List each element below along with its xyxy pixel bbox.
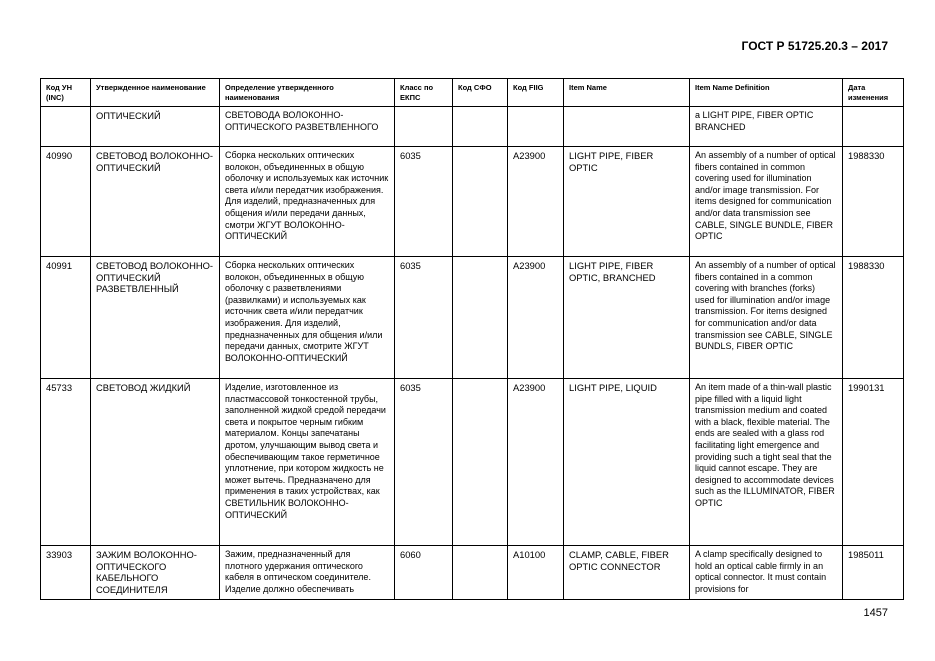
- cell-item-name-definition: An item made of a thin-wall plastic pipe filled with a liquid light transmission medium and coated with a black, flexible material. The ends are sealed with a glass rod facilitating light emergence and providing such a tight seal that the liquid cannot escape. They are designed to accommodate devices such as the ILLUMINATOR, FIBER OPTIC: [690, 379, 843, 546]
- cell-definition: Сборка нескольких оптических волокон, объединенных в общую оболочку и используемых как источник света и/или передатчик изображения. Для изделий, предназначенных для общения и/или передачи данных, смотри ЖГУТ ВОЛОКОННО-ОПТИЧЕСКИЙ: [220, 147, 395, 257]
- col-header-ekps-class: Класс по ЕКПС: [395, 79, 453, 107]
- cell-fiig-code: A23900: [508, 379, 564, 546]
- cell-fiig-code: A23900: [508, 257, 564, 379]
- cell-inc: 33903: [41, 546, 91, 600]
- page-number: 1457: [863, 607, 888, 619]
- cell-approved-name: СВЕТОВОД ВОЛОКОННО-ОПТИЧЕСКИЙ: [91, 147, 220, 257]
- cell-definition: Сборка нескольких оптических волокон, объединенных в общую оболочку с разветвлениями (развилками) и используемых как источник света и/или передатчик изображения. Для изделий, предназначенных для общения и/или передачи данных, смотрите ЖГУТ ВОЛОКОННО-ОПТИЧЕСКИЙ: [220, 257, 395, 379]
- cell-item-name-definition: A clamp specifically designed to hold an optical cable firmly in an optical connector. It must contain provisions for: [690, 546, 843, 600]
- col-header-change-date: Дата изменения: [843, 79, 904, 107]
- cell-inc: [41, 107, 91, 147]
- cell-sfo-code: [453, 257, 508, 379]
- table-row: [41, 379, 904, 546]
- cell-approved-name: ОПТИЧЕСКИЙ: [91, 107, 220, 147]
- cell-item-name: LIGHT PIPE, LIQUID: [564, 379, 690, 546]
- cell-change-date: [843, 107, 904, 147]
- col-header-inc: Код УН (INC): [41, 79, 91, 107]
- col-header-sfo-code: Код СФО: [453, 79, 508, 107]
- cell-item-name: LIGHT PIPE, FIBER OPTIC, BRANCHED: [564, 257, 690, 379]
- cell-item-name: CLAMP, CABLE, FIBER OPTIC CONNECTOR: [564, 546, 690, 600]
- cell-ekps-class: 6060: [395, 546, 453, 600]
- cell-item-name-definition: a LIGHT PIPE, FIBER OPTIC BRANCHED: [690, 107, 843, 147]
- cell-definition: Изделие, изготовленное из пластмассовой тонкостенной трубы, заполненной жидкой средой передачи света и покрытое черным гибким материалом. Концы запечатаны дротом, улучшающим вывод света и обеспечивающим такое герметичное уплотнение, при котором жидкость не может вытечь. Предназначено для применения в таких устройствах, как СВЕТИЛЬНИК ВОЛОКОННО-ОПТИЧЕСКИЙ: [220, 379, 395, 546]
- cell-inc: 45733: [41, 379, 91, 546]
- cell-sfo-code: [453, 107, 508, 147]
- document-header: ГОСТ Р 51725.20.3 – 2017: [741, 39, 888, 53]
- table-row: [41, 107, 904, 147]
- table-header-row: [41, 79, 904, 107]
- table-row: [41, 147, 904, 257]
- cell-inc: 40990: [41, 147, 91, 257]
- cell-sfo-code: [453, 147, 508, 257]
- cell-item-name-definition: An assembly of a number of optical fibers contained in a common covering with branches (forks) used for illumination and/or image transmission. For items designed for communication and/or data transmission see CABLE, SINGLE BUNDLS, FIBER OPTIC: [690, 257, 843, 379]
- table-row: [41, 546, 904, 600]
- col-header-definition: Определение утвержденного наименования: [220, 79, 395, 107]
- cell-item-name: LIGHT PIPE, FIBER OPTIC: [564, 147, 690, 257]
- cell-sfo-code: [453, 379, 508, 546]
- cell-ekps-class: 6035: [395, 147, 453, 257]
- cell-fiig-code: A10100: [508, 546, 564, 600]
- cell-approved-name: СВЕТОВОД ВОЛОКОННО-ОПТИЧЕСКИЙ РАЗВЕТВЛЕННЫЙ: [91, 257, 220, 379]
- cell-ekps-class: 6035: [395, 379, 453, 546]
- cell-change-date: 1988330: [843, 147, 904, 257]
- col-header-item-name-definition: Item Name Definition: [690, 79, 843, 107]
- cell-approved-name: СВЕТОВОД ЖИДКИЙ: [91, 379, 220, 546]
- cell-fiig-code: A23900: [508, 147, 564, 257]
- cell-change-date: 1990131: [843, 379, 904, 546]
- catalog-table: [40, 78, 904, 600]
- cell-change-date: 1988330: [843, 257, 904, 379]
- col-header-approved-name: Утвержденное наименование: [91, 79, 220, 107]
- cell-fiig-code: [508, 107, 564, 147]
- cell-ekps-class: [395, 107, 453, 147]
- col-header-fiig-code: Код FIIG: [508, 79, 564, 107]
- cell-item-name-definition: An assembly of a number of optical fibers contained in common covering used for illumination and/or image transmission. For items designed for communication and/or data transmission see CABLE, SINGLE BUNDLE, FIBER OPTIC: [690, 147, 843, 257]
- cell-definition: Зажим, предназначенный для плотного удержания оптического кабеля в оптическом соединителе. Изделие должно обеспечивать: [220, 546, 395, 600]
- table-row: [41, 257, 904, 379]
- col-header-item-name: Item Name: [564, 79, 690, 107]
- cell-ekps-class: 6035: [395, 257, 453, 379]
- cell-item-name: [564, 107, 690, 147]
- cell-definition: СВЕТОВОДА ВОЛОКОННО-ОПТИЧЕСКОГО РАЗВЕТВЛЕННОГО: [220, 107, 395, 147]
- cell-sfo-code: [453, 546, 508, 600]
- cell-approved-name: ЗАЖИМ ВОЛОКОННО-ОПТИЧЕСКОГО КАБЕЛЬНОГО СОЕДИНИТЕЛЯ: [91, 546, 220, 600]
- cell-change-date: 1985011: [843, 546, 904, 600]
- cell-inc: 40991: [41, 257, 91, 379]
